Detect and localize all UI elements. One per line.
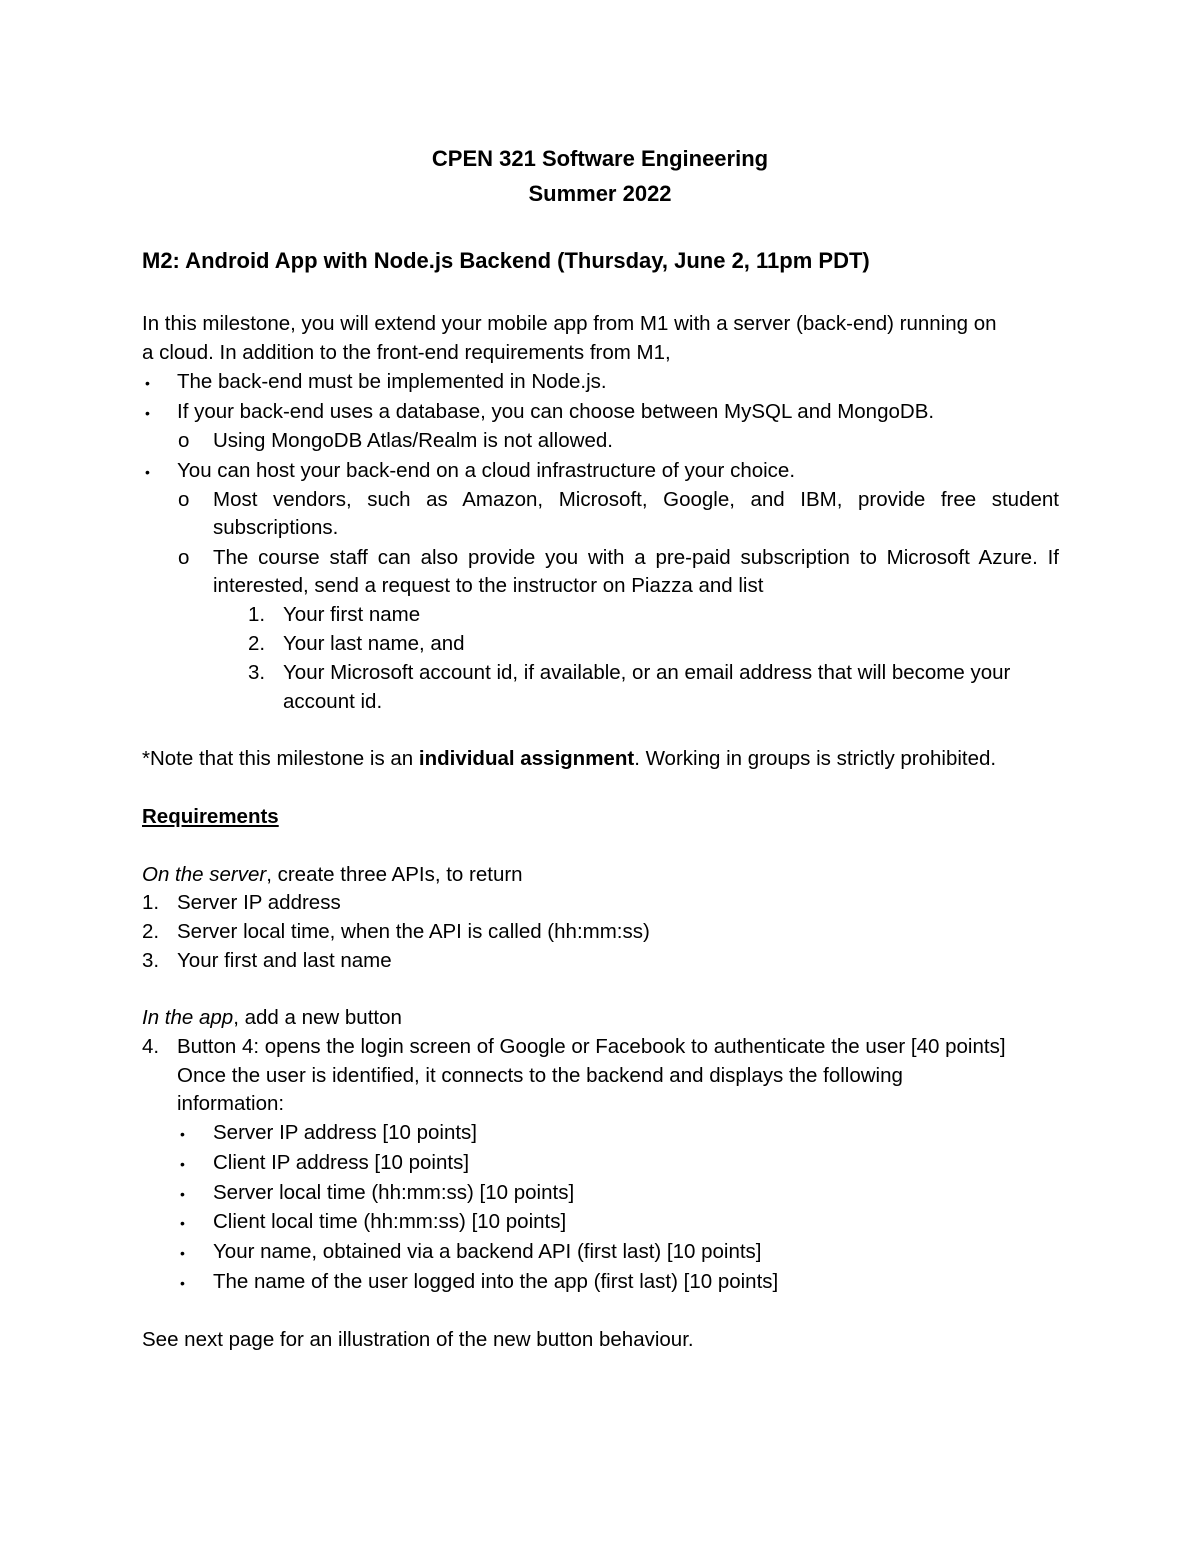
bullet-icon: • (180, 1126, 185, 1142)
individual-note (142, 747, 996, 771)
display-item: Client local time (hh:mm:ss) [10 points] (213, 1210, 567, 1233)
list-number: 1. (248, 603, 266, 626)
course-title: CPEN 321 Software Engineering (431, 146, 769, 171)
sub-bullet-marker: o (178, 546, 190, 569)
server-intro (142, 863, 523, 887)
intro-line-2: a cloud. In addition to the front-end requirements from M1, (142, 341, 671, 364)
list-item: Your Microsoft account id, if available, or an email address that will become your (283, 661, 1011, 684)
sub-bullet-item: The course staff can also provide you with a pre-paid subscription to Microsoft Azure. If (213, 546, 1059, 569)
server-intro-rest: , create three APIs, to return (266, 863, 523, 886)
bullet-item: If your back-end uses a database, you can choose between MySQL and MongoDB. (177, 400, 935, 423)
bullet-item: You can host your back-end on a cloud infrastructure of your choice. (177, 459, 796, 482)
bullet-icon: • (180, 1186, 185, 1202)
bullet-icon: • (180, 1245, 185, 1261)
list-number: 2. (142, 920, 160, 943)
bullet-icon: • (145, 464, 150, 480)
server-intro-italic: On the server (142, 863, 267, 886)
list-item: Your last name, and (283, 632, 465, 655)
list-number: 2. (248, 632, 266, 655)
milestone-heading: M2: Android App with Node.js Backend (Thursday, June 2, 11pm PDT) (142, 248, 870, 273)
note-suffix: . Working in groups is strictly prohibited. (634, 747, 997, 770)
sub-bullet-continuation: interested, send a request to the instructor on Piazza and list (213, 574, 764, 597)
list-number: 1. (142, 891, 160, 914)
list-item: Your first name (283, 603, 421, 626)
footer-note: See next page for an illustration of the new button behaviour. (142, 1328, 694, 1351)
bullet-icon: • (145, 405, 150, 421)
button4-description-cont: Once the user is identified, it connects to the backend and displays the following (177, 1064, 903, 1087)
server-api-item: Server local time, when the API is called (hh:mm:ss) (177, 920, 650, 943)
sub-bullet-item: Using MongoDB Atlas/Realm is not allowed. (213, 429, 613, 452)
bullet-item: The back-end must be implemented in Node.js. (177, 370, 607, 393)
button4-description: Button 4: opens the login screen of Google or Facebook to authenticate the user [40 points] (177, 1035, 1006, 1058)
note-emphasis: individual assignment (418, 747, 635, 770)
intro-line-1: In this milestone, you will extend your mobile app from M1 with a server (back-end) running on (142, 312, 997, 335)
display-item: The name of the user logged into the app (first last) [10 points] (213, 1270, 779, 1293)
list-item-continuation: account id. (283, 690, 383, 713)
bullet-icon: • (180, 1156, 185, 1172)
sub-bullet-item: Most vendors, such as Amazon, Microsoft, Google, and IBM, provide free student (213, 488, 1059, 511)
term-title: Summer 2022 (528, 181, 672, 206)
requirements-heading: Requirements (142, 805, 279, 828)
bullet-icon: • (180, 1215, 185, 1231)
server-api-item: Your first and last name (177, 949, 392, 972)
display-item: Your name, obtained via a backend API (first last) [10 points] (213, 1240, 762, 1263)
app-intro-rest: , add a new button (233, 1006, 402, 1029)
app-intro (142, 1006, 402, 1030)
sub-bullet-marker: o (178, 488, 190, 511)
list-number: 3. (142, 949, 160, 972)
app-intro-italic: In the app (142, 1006, 234, 1029)
sub-bullet-continuation: subscriptions. (213, 516, 339, 539)
display-item: Server IP address [10 points] (213, 1121, 477, 1144)
note-prefix: *Note that this milestone is an (142, 747, 419, 770)
display-item: Client IP address [10 points] (213, 1151, 470, 1174)
bullet-icon: • (145, 375, 150, 391)
sub-bullet-marker: o (178, 429, 190, 452)
list-number: 3. (248, 661, 266, 684)
server-api-item: Server IP address (177, 891, 341, 914)
display-item: Server local time (hh:mm:ss) [10 points] (213, 1181, 575, 1204)
bullet-icon: • (180, 1275, 185, 1291)
button4-description-cont: information: (177, 1092, 285, 1115)
list-number: 4. (142, 1035, 160, 1058)
